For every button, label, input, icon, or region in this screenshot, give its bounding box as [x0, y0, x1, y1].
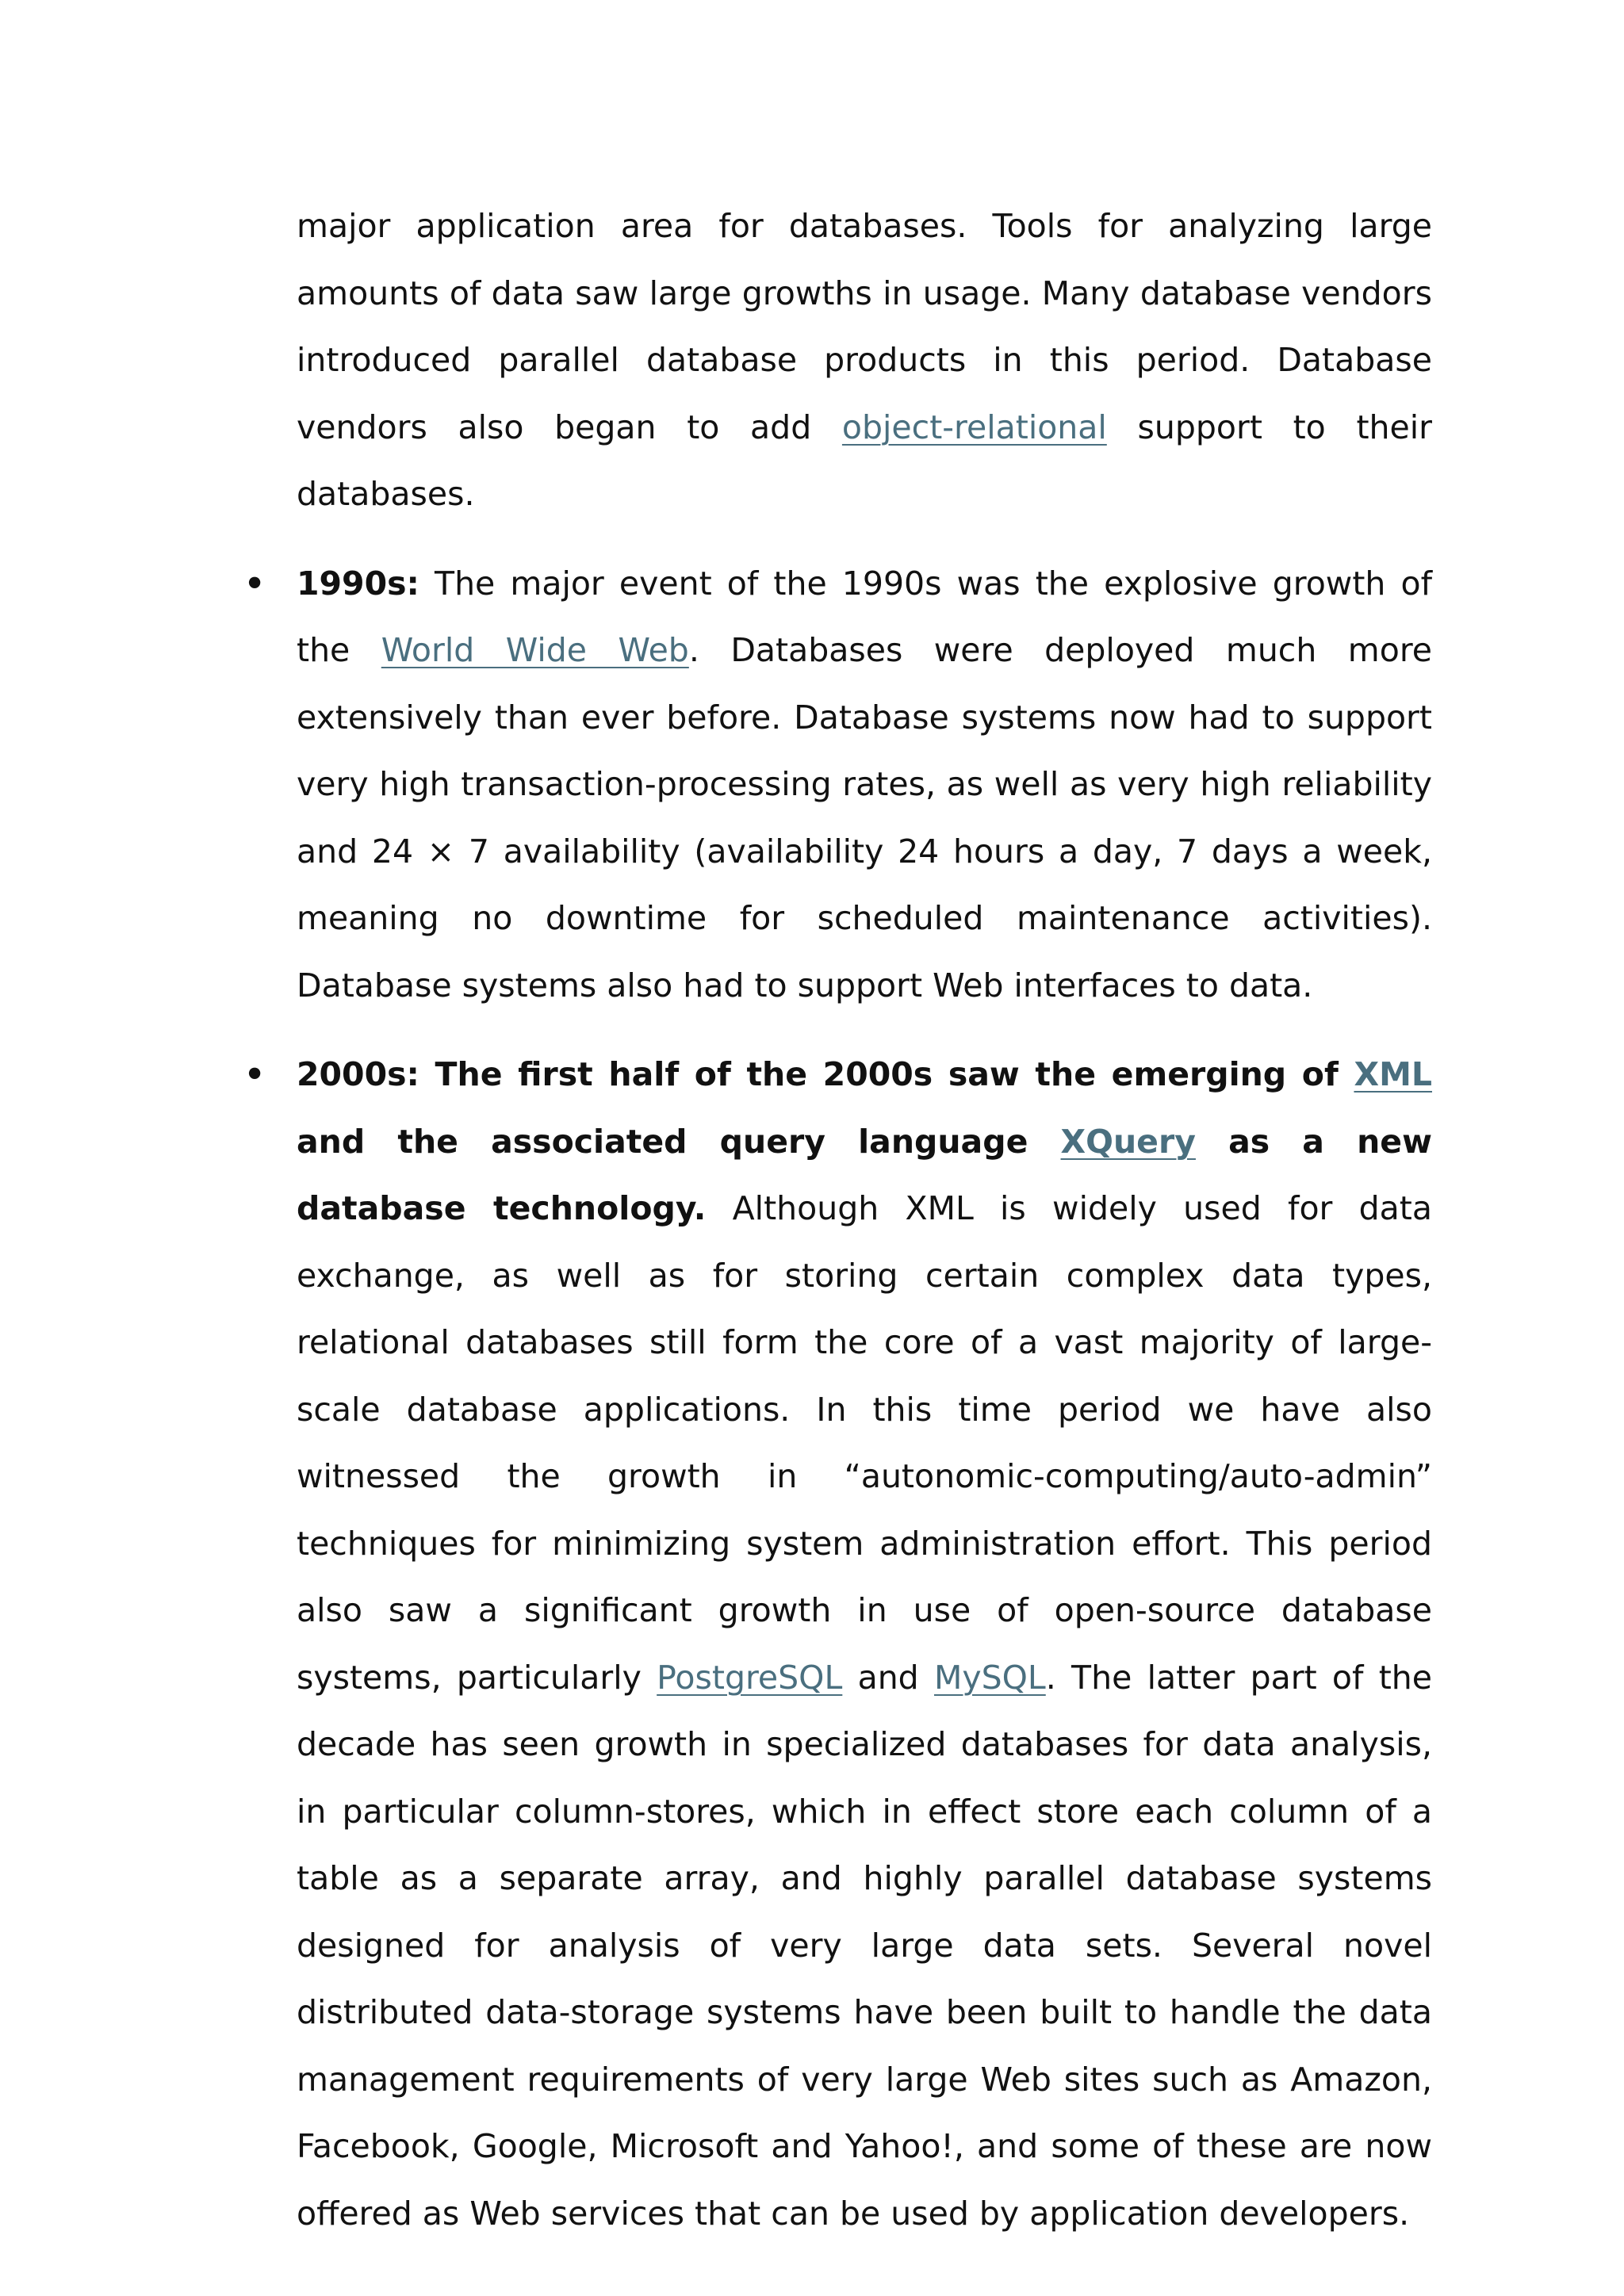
xml-link[interactable]: XML: [1354, 1055, 1432, 1093]
item-1990s-text-2: . Databases were deployed much more extensively than ever before. Database systems now had to support very high transaction-processing rates, as well as very high reliability and 24 × 7 availability (availability 24 hours a day, 7 days a week, meaning no downtime for scheduled maintenance activities). Database systems also had to support Web interfaces to data.: [297, 631, 1432, 1004]
item-2000s-text-2: and: [842, 1658, 934, 1697]
item-2000s-text-3: . The latter part of the decade has seen growth in specialized databases for data analysis, in particular column-stores, which in effect store each column of a table as a separate array, and highly parallel database systems designed for analysis of very large data sets. Several novel distributed data-storage systems have been built to handle the data management requirements of very large Web sites such as Amazon, Facebook, Google, Microsoft and Yahoo!, and some of these are now offered as Web services that can be used by application developers.: [297, 1658, 1432, 2233]
object-relational-link[interactable]: object-relational: [841, 408, 1107, 446]
item-2000s-label: 2000s:: [297, 1055, 419, 1093]
item-2000s-bold-2: and the associated query language: [297, 1122, 1061, 1161]
xquery-link[interactable]: XQuery: [1060, 1122, 1196, 1161]
item-1990s-label: 1990s:: [297, 564, 419, 603]
history-list: [244, 550, 1432, 2248]
mysql-link[interactable]: MySQL: [933, 1658, 1046, 1697]
world-wide-web-link[interactable]: World Wide Web: [381, 631, 689, 669]
item-2000s-text-1: Although XML is widely used for data exchange, as well as for storing certain complex data types, relational databases still form the core of a vast majority of large-scale database applications. In this time period we have also witnessed the growth in “autonomic-computing/auto-admin” techniques for minimizing system administration effort. This period also saw a significant growth in use of open-source database systems, particularly: [297, 1189, 1432, 1697]
postgresql-link[interactable]: PostgreSQL: [657, 1658, 843, 1697]
list-item-1990s: [244, 550, 1432, 1020]
item-2000s-bold-1: The first half of the 2000s saw the emerging of: [419, 1055, 1354, 1093]
intro-paragraph: [297, 193, 1432, 528]
list-item-2000s: [244, 1041, 1432, 2247]
document-page: [244, 193, 1432, 2247]
bullet-icon: •: [244, 564, 266, 603]
item-1990s-text-1: The major event of the 1990s was the explosive growth of the: [297, 564, 1432, 669]
item-2000s-bold-3: as a new database technology.: [297, 1122, 1432, 1227]
intro-text-2: support to their databases.: [297, 408, 1432, 513]
bullet-icon: •: [244, 1055, 266, 1093]
intro-text-1: major application area for databases. Tools for analyzing large amounts of data saw large growths in usage. Many database vendors introduced parallel database products in this period. Database vendors also began to add: [297, 207, 1432, 446]
